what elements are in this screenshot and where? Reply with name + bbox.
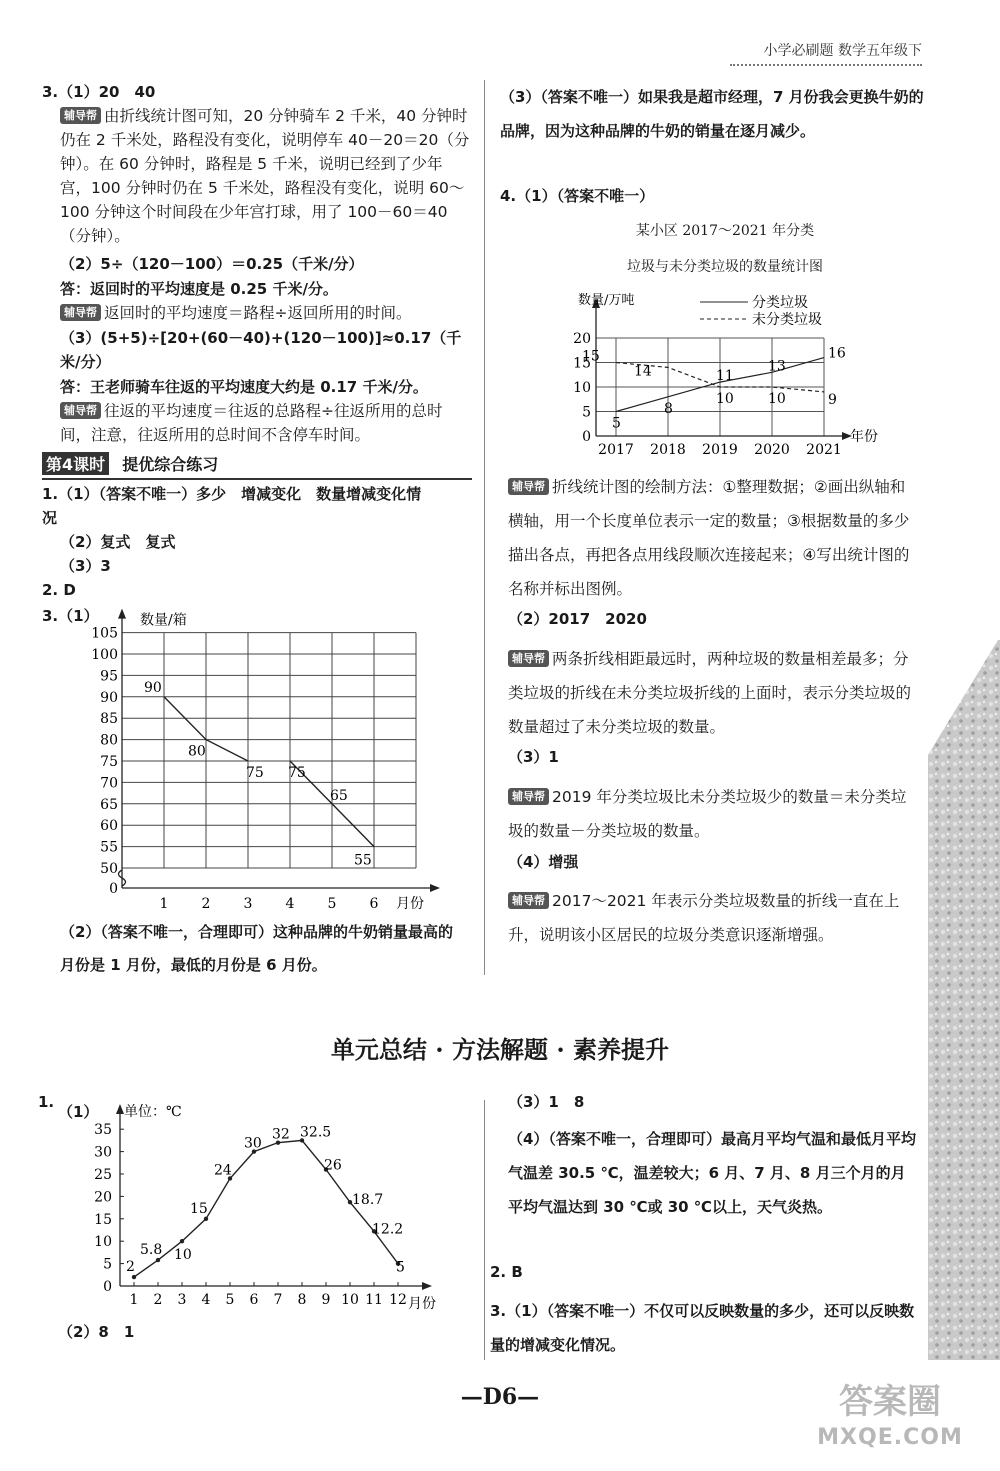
y-tick-label: 25: [94, 1167, 112, 1183]
x-tick-label: 2018: [650, 442, 686, 458]
r4-help4: [508, 884, 920, 952]
x-tick-label: 2: [201, 896, 211, 912]
data-label: 10: [174, 1247, 192, 1264]
data-label: 5: [612, 415, 621, 432]
q3-part2-formula: （2）5÷（120－100）＝0.25（千米/分）: [60, 255, 364, 273]
x-tick-label: 3: [243, 896, 253, 912]
x-tick-label: 6: [369, 896, 379, 912]
milk-sales-line-chart: [90, 600, 450, 912]
data-label: 2: [126, 1259, 135, 1276]
help-tag: 辅导帮: [508, 788, 549, 805]
garbage-chart-title-1: 某小区 2017～2021 年分类: [635, 223, 815, 239]
chart-grid: [596, 338, 824, 436]
y-tick-label: 80: [100, 732, 118, 749]
page-header: [600, 38, 922, 68]
watermark-logo: 答案圈 MXQE.COM: [817, 1382, 963, 1450]
x-tick-label: 7: [273, 1292, 283, 1308]
x-tick-label: 12: [389, 1292, 407, 1308]
q3-help-block: [60, 104, 472, 248]
x-tick-label: 1: [129, 1292, 139, 1308]
header-title: 小学必刷题 数学五年级下: [763, 43, 922, 59]
y-tick-label: 10: [573, 380, 591, 396]
chart-grid: [122, 633, 416, 868]
decorative-side-band: [928, 640, 1000, 1360]
x-tick-label: 2019: [702, 442, 738, 458]
x-tick-label: 10: [341, 1292, 359, 1308]
column-divider: [484, 80, 485, 975]
data-label: 24: [214, 1162, 232, 1179]
y-axis-label: 单位：℃: [124, 1104, 182, 1120]
r4-part3-answer: （3）1: [508, 748, 559, 766]
chart-series: [132, 1135, 400, 1279]
x-tick-label: 2: [153, 1292, 163, 1308]
y-tick-label: 55: [100, 839, 118, 856]
data-label: 10: [768, 391, 786, 407]
q3-part2-answer: 答：返回时的平均速度是 0.25 千米/分。: [60, 280, 338, 298]
x-axis-label: 月份: [396, 896, 424, 912]
s3-part2-answer: （2）（答案不唯一，合理即可）这种品牌的牛奶销量最高的月份是 1 月份，最低的月份是 6 月份。: [60, 923, 453, 974]
r4-help2: [508, 642, 920, 744]
y-tick-label: 20: [94, 1189, 112, 1206]
y-tick-label: 85: [100, 711, 118, 728]
s1-part1-answer: 1.（1）（答案不唯一）多少 增减变化 数量增减变化情况: [42, 485, 422, 527]
data-label: 13: [768, 358, 786, 375]
x-axis-label: 月份: [408, 1296, 436, 1310]
y-tick-label: 75: [100, 754, 118, 770]
temperature-line-chart: [90, 1096, 460, 1310]
section-heading: [42, 452, 472, 480]
x-tick-label: 5: [225, 1292, 235, 1308]
legend-label: 分类垃圾: [752, 295, 808, 311]
x-tick-label: 9: [321, 1292, 331, 1308]
y-tick-label: 0: [582, 429, 591, 445]
unit-q1-part3-answer: （3）1 8: [508, 1093, 585, 1111]
q3-part3-answer: 答：王老师骑车往返的平均速度大约是 0.17 千米/分。: [60, 378, 428, 396]
data-label: 75: [288, 765, 306, 781]
section-number: 第4课时: [42, 452, 109, 475]
data-label: 80: [188, 743, 206, 760]
data-label: 75: [246, 765, 264, 781]
help-tag: 辅导帮: [508, 650, 549, 667]
r3-part3-answer: （3）（答案不唯一）如果我是超市经理，7 月份我会更换牛奶的品牌，因为这种品牌的牛奶的销量在逐月减少。: [500, 88, 924, 140]
column-divider-bottom: [484, 1100, 485, 1360]
data-label: 15: [190, 1200, 208, 1217]
unit-q2-answer: 2. B: [490, 1263, 523, 1281]
x-tick-label: 8: [297, 1292, 307, 1308]
y-tick-label: 20: [573, 331, 591, 347]
data-label: 15: [582, 348, 600, 365]
r4-help4-text: 2017～2021 年表示分类垃圾数量的折线一直在上升，说明该小区居民的垃圾分类意识逐渐增强。: [508, 892, 900, 944]
s1-part2-answer: （2）复式 复式: [60, 533, 176, 551]
data-label: 65: [330, 787, 348, 804]
data-label: 32: [272, 1126, 290, 1143]
y-tick-label: 15: [94, 1211, 112, 1228]
y-tick-label: 100: [91, 647, 118, 663]
y-tick-label: 65: [100, 796, 118, 813]
y-tick-label: 0: [103, 1279, 112, 1295]
x-tick-label: 2021: [806, 442, 842, 458]
y-tick-label: 35: [94, 1122, 112, 1139]
data-point: [204, 1217, 208, 1221]
garbage-line-chart: [560, 282, 890, 462]
x-tick-label: 11: [365, 1292, 383, 1308]
y-tick-label: 60: [100, 818, 118, 835]
legend-label: 未分类垃圾: [752, 312, 822, 328]
help-tag: 辅导帮: [508, 478, 549, 495]
data-label: 5.8: [140, 1242, 163, 1259]
data-label: 55: [354, 852, 372, 869]
chart-series: [164, 697, 374, 847]
data-label: 32.5: [300, 1124, 332, 1141]
garbage-chart-title-2: 垃圾与未分类垃圾的数量统计图: [627, 259, 823, 275]
x-tick-label: 4: [201, 1292, 211, 1308]
y-tick-label: 90: [100, 689, 118, 706]
y-tick-label: 95: [100, 668, 118, 685]
data-label: 11: [716, 368, 734, 385]
data-label: 90: [144, 679, 162, 696]
data-point: [180, 1239, 184, 1243]
section-title: 提优综合练习: [122, 455, 219, 474]
x-tick-label: 2020: [754, 442, 790, 458]
x-tick-label: 4: [285, 896, 295, 912]
s1-part3-answer: （3）3: [60, 557, 111, 575]
unit-summary-title: 单元总结 · 方法解题 · 素养提升: [330, 1035, 670, 1064]
x-tick-label: 5: [327, 896, 337, 912]
y-tick-label: 30: [94, 1144, 112, 1161]
data-label: 8: [664, 400, 673, 417]
y-tick-label: 105: [91, 625, 118, 642]
chart-labels: [94, 1104, 436, 1310]
q3-part2-help: [60, 301, 472, 325]
s3-part1-label: 3.（1）: [42, 607, 99, 625]
unit-q3-answer: 3.（1）（答案不唯一）不仅可以反映数量的多少，还可以反映数量的增减变化情况。: [490, 1302, 915, 1354]
data-point: [156, 1258, 160, 1262]
q3-part3-formula: （3）(5+5)÷[20+(60－40)+(120－100)]≈0.17（千米/分）: [60, 329, 462, 371]
r4-part4-answer: （4）增强: [508, 853, 579, 871]
y-tick-label: 70: [100, 775, 118, 792]
y-axis-label: 数量/万吨: [578, 293, 635, 308]
r4-help3-text: 2019 年分类垃圾比未分类垃圾少的数量＝未分类垃圾的数量－分类垃圾的数量。: [508, 788, 907, 840]
x-tick-label: 6: [249, 1292, 259, 1308]
data-point: [132, 1275, 136, 1279]
chart-axes: [118, 609, 440, 892]
data-label: 30: [244, 1135, 262, 1152]
data-label: 12.2: [372, 1221, 404, 1238]
r4-help2-text: 两条折线相距最远时，两种垃圾的数量相差最多；分类垃圾的折线在未分类垃圾折线的上面时，表示分类垃圾的数量超过了未分类垃圾的数量。: [508, 650, 912, 736]
data-label: 26: [324, 1157, 342, 1174]
page-number: —D6—: [460, 1384, 540, 1410]
header-divider: [730, 64, 922, 66]
unit-q1-part2-answer: （2）8 1: [58, 1323, 135, 1341]
r4-part2-answer: （2）2017 2020: [508, 610, 647, 628]
data-label: 10: [716, 391, 734, 407]
y-tick-label: 5: [103, 1256, 112, 1273]
unit-q1-part1-label: （1）: [58, 1103, 99, 1121]
r4-help1-text: 折线统计图的绘制方法：①整理数据；②画出纵轴和横轴，用一个长度单位表示一定的数量；③根据数量的多少描出各点，再把各点用线段顺次连接起来；④写出统计图的名称并标出图例。: [508, 478, 910, 598]
r4-help1: [508, 470, 920, 606]
q3-part1-answer: 3.（1）20 40: [42, 83, 156, 101]
s2-answer: 2. D: [42, 581, 76, 599]
y-tick-label: 15: [573, 355, 591, 372]
y-tick-label: 10: [94, 1234, 112, 1251]
y-axis-arrow: [116, 1104, 124, 1114]
help-tag: 辅导帮: [508, 892, 549, 909]
data-label: 18.7: [352, 1192, 384, 1209]
chart-labels: [573, 292, 878, 458]
y-axis-arrow: [118, 609, 126, 619]
r4-part1-label: 4.（1）（答案不唯一）: [500, 187, 655, 205]
r4-help3: [508, 780, 920, 848]
help-tag: 辅导帮: [60, 402, 101, 419]
y-tick-label: 5: [582, 404, 591, 421]
y-axis-label: 数量/箱: [140, 612, 187, 629]
y-tick-label: 0: [109, 881, 118, 897]
x-tick-label: 1: [159, 896, 169, 912]
help-tag: 辅导帮: [60, 107, 101, 124]
unit-q1-label: 1.: [38, 1093, 55, 1111]
q3-part2-help-text: 返回时的平均速度＝路程÷返回所用的时间。: [104, 304, 412, 322]
q3-part3-help-text: 往返的平均速度＝往返的总路程÷往返所用的总时间，注意，往返所用的总时间不含停车时间。: [60, 402, 443, 444]
x-tick-label: 2017: [598, 442, 634, 458]
data-label: 14: [634, 363, 652, 380]
q3-part3-help: [60, 399, 472, 447]
q3-help-text: 由折线统计图可知，20 分钟骑车 2 千米，40 分钟时仍在 2 千米处，路程没有变化，说明停车 40－20＝20（分钟）。在 60 分钟时，路程是 5 千米，说明已经到了少年宫，100 分钟时仍在 5 千米处，路程没有变化，说明 60～100 分钟这个时间段在少年宫打球，用了 100－60＝40（分钟）。: [60, 107, 470, 245]
data-label: 16: [828, 345, 846, 362]
y-tick-label: 50: [100, 861, 118, 877]
data-label: 5: [396, 1259, 405, 1276]
x-axis-arrow: [422, 1282, 432, 1290]
unit-q1-part4-answer: （4）（答案不唯一，合理即可）最高月平均气温和最低月平均气温差 30.5 ℃，温差较大；6 月、7 月、8 月三个月的月平均气温达到 30 ℃或 30 ℃以上，天气炎热。: [508, 1130, 916, 1216]
help-tag: 辅导帮: [60, 304, 101, 321]
x-tick-label: 3: [177, 1292, 187, 1308]
data-label: 9: [828, 391, 837, 408]
chart-legend: [700, 294, 822, 328]
x-axis-arrow: [430, 884, 440, 892]
x-axis-label: 年份: [850, 429, 878, 445]
